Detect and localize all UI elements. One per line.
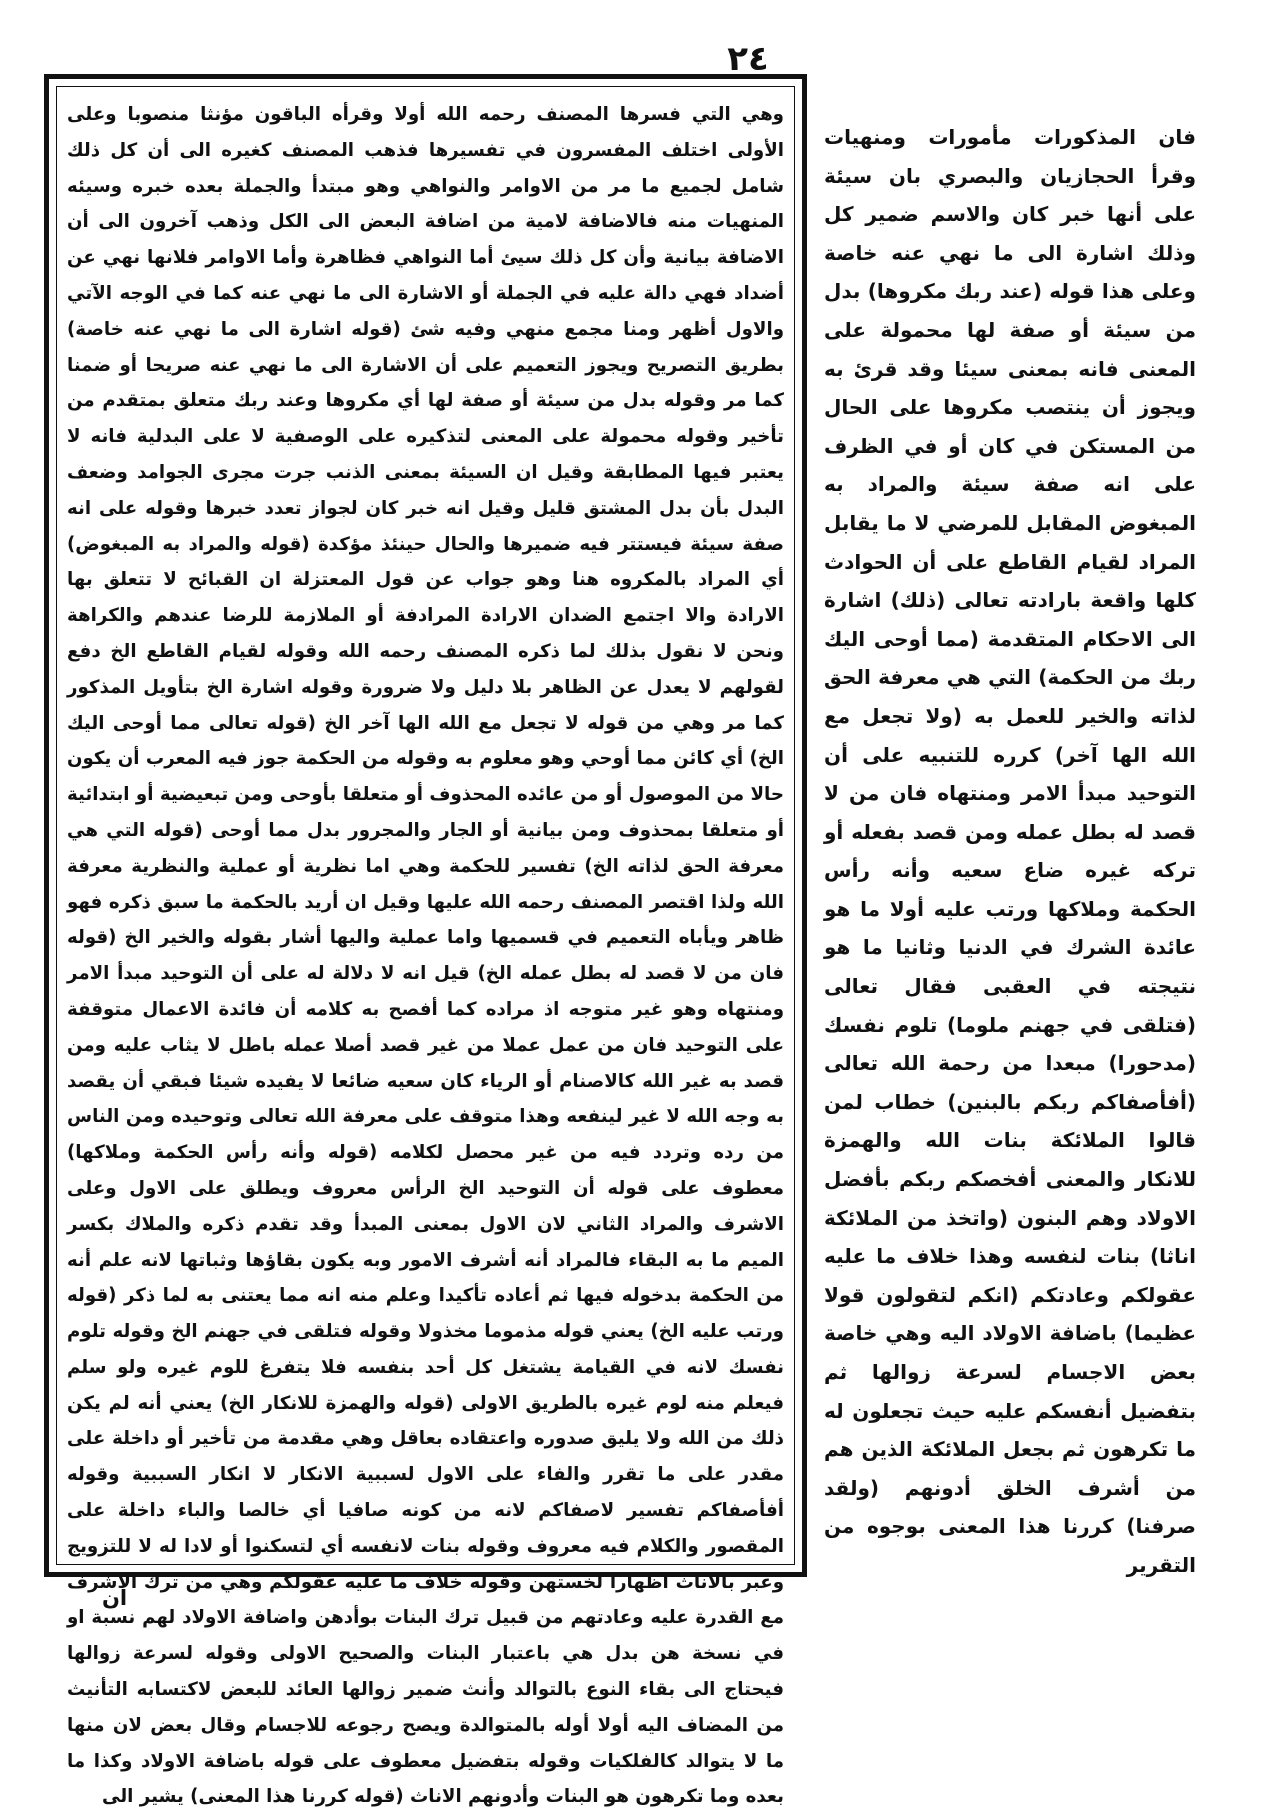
main-frame-inner-border [56,86,795,1808]
marginal-text-column: فان المذكورات مأمورات ومنهيات وقرأ الحجازيان والبصري بان سيئة على أنها خبر كان والاسم ضمير كل وذلك اشارة الى ما نهي عنه خاصة وعلى هذا قوله (عند ربك مكروها) بدل من سيئة أو صفة لها محمولة على المعنى فانه بمعنى سيئا وقد قرئ به ويجوز أن ينتصب مكروها على الحال من المستكن في كان أو في الظرف على انه صفة سيئة والمراد به المبغوض المقابل للمرضي لا ما يقابل المراد لقيام القاطع على أن الحوادث كلها واقعة بارادته تعالى (ذلك) اشارة الى الاحكام المتقدمة (مما أوحى اليك ربك من الحكمة) التي هي معرفة الحق لذاته والخير للعمل به (ولا تجعل مع الله الها آخر) كرره للتنبيه على أن التوحيد مبدأ الامر ومنتهاه فان من لا قصد له بطل عمله ومن قصد بفعله أو تركه غيره ضاع سعيه وأنه رأس الحكمة وملاكها ورتب عليه أولا ما هو عائدة الشرك في الدنيا وثانيا ما هو نتيجته في العقبى فقال تعالى (فتلقى في جهنم ملوما) تلوم نفسك (مدحورا) مبعدا من رحمة الله تعالى (أفأصفاكم ربكم بالبنين) خطاب لمن قالوا الملائكة بنات الله والهمزة للانكار والمعنى أفخصكم ربكم بأفضل الاولاد وهم البنون (واتخذ من الملائكة اناثا) بنات لنفسه وهذا خلاف ما عليه عقولكم وعادتكم (انكم لتقولون قولا عظيما) باضافة الاولاد اليه وهي خاصة بعض الاجسام لسرعة زوالها ثم بتفضيل أنفسكم عليه حيث تجعلون له ما تكرهون ثم بجعل الملائكة الذين هم من أشرف الخلق أدونهم (ولقد صرفنا) كررنا هذا المعنى بوجوه من التقرير [824,125,1196,1577]
commentary-text-block: وهي التي فسرها المصنف رحمه الله أولا وقرأه الباقون مؤنثا منصوبا وعلى الأولى اختلف المفسرون في تفسيرها فذهب المصنف كغيره الى أن كل ذلك شامل لجميع ما مر من الاوامر والنواهي وهو مبتدأ والجملة بعده خبره وسيئه المنهيات منه فالاضافة لامية من اضافة البعض الى الكل وذهب آخرون الى أن الاضافة بيانية وأن كل ذلك سيئ أما النواهي فظاهرة وأما الاوامر فلانها نهي عن أضداد فهي دالة عليه في الجملة أو الاشارة الى ما نهي عنه كما في الوجه الآتي والاول أظهر ومنا مجمع منهي وفيه شئ (قوله اشارة الى ما نهي عنه خاصة) بطريق التصريح ويجوز التعميم على أن الاشارة الى ما نهي عنه صريحا أو ضمنا كما مر وقوله بدل من سيئة أو صفة لها أي مكروها وعند ربك متعلق بمتقدم من تأخير وقوله محمولة على المعنى لتذكيره على الوصفية لا على البدلية فانه لا يعتبر فيها المطابقة وقيل ان السيئة بمعنى الذنب جرت مجرى الجوامد وضعف البدل بأن بدل المشتق قليل وقيل انه خبر كان لجواز تعدد خبرها وقوله على انه صفة سيئة فيستتر فيه ضميرها والحال حينئذ مؤكدة (قوله والمراد به المبغوض) أي المراد بالمكروه هنا وهو جواب عن قول المعتزلة ان القبائح لا تتعلق بها الارادة والا اجتمع الضدان الارادة المرادفة أو الملازمة للرضا عندهم والكراهة ونحن لا نقول بذلك لما ذكره المصنف رحمه الله وقوله لقيام القاطع الخ دفع لقولهم لا يعدل عن الظاهر بلا دليل ولا ضرورة وقوله اشارة الخ بتأويل المذكور كما مر وهي من قوله لا تجعل مع الله الها آخر الخ (قوله تعالى مما أوحى اليك الخ) أي كائن مما أوحي وهو معلوم به وقوله من الحكمة جوز فيه المعرب أن يكون حالا من الموصول أو من عائده المحذوف أو متعلقا بأوحى ومن تبعيضية أو ابتدائية أو متعلقا بمحذوف ومن بيانية أو الجار والمجرور بدل مما أوحى (قوله التي هي معرفة الحق لذاته الخ) تفسير للحكمة وهي اما نظرية أو عملية والنظرية معرفة الله ولذا اقتصر المصنف رحمه الله عليها وقيل ان أريد بالحكمة ما سبق ذكره فهو ظاهر ويأباه التعميم في قسميها واما عملية واليها أشار بقوله والخير الخ (قوله فان من لا قصد له بطل عمله الخ) قيل انه لا دلالة له على أن التوحيد مبدأ الامر ومنتهاه وهو غير متوجه اذ مراده كما أفصح به كلامه أن فائدة الاعمال متوقفة على التوحيد فان من عمل عملا من غير قصد أصلا عمله باطل لا يثاب عليه ومن قصد به غير الله كالاصنام أو الرياء كان سعيه ضائعا لا يفيده شيئا فبقي أن يقصد به وجه الله لا غير لينفعه وهذا متوقف على معرفة الله تعالى وتوحيده ومن الناس من رده وتردد فيه من غير محصل لكلامه (قوله وأنه رأس الحكمة وملاكها) معطوف على قوله أن التوحيد الخ الرأس معروف ويطلق على الاول وعلى الاشرف والمراد الثاني لان الاول بمعنى المبدأ وقد تقدم ذكره والملاك بكسر الميم ما به البقاء فالمراد أنه أشرف الامور وبه يكون بقاؤها وثباتها لانه علم أنه من الحكمة بدخوله فيها ثم أعاده تأكيدا وعلم منه انه مما يعتنى به لما ذكر (قوله ورتب عليه الخ) يعني قوله مذموما مخذولا وقوله فتلقى في جهنم الخ وقوله تلوم نفسك لانه في القيامة يشتغل كل أحد بنفسه فلا يتفرغ للوم غيره ولو سلم فيعلم منه لوم غيره بالطريق الاولى (قوله والهمزة للانكار الخ) يعني أنه لم يكن ذلك من الله ولا يليق صدوره واعتقاده بعاقل وهي مقدمة من تأخير أو داخلة على مقدر على ما تقرر والفاء على الاول لسببية الانكار لا انكار السببية وقوله أفأصفاكم تفسير لاصفاكم لانه من كونه صافيا أي خالصا والباء داخلة على المقصور والكلام فيه معروف وقوله بنات لانفسه أي لتسكنوا أو لادا له لا للتزويج وعبر بالاناث اظهارا لخستهن وقوله خلاف ما عليه عقولكم وهي من ترك الاشرف مع القدرة عليه وعادتهم من قبيل ترك البنات بوأدهن واضافة الاولاد لهم نسبة او في نسخة هن بدل هي باعتبار البنات والصحيح الاولى وقوله لسرعة زوالها فيحتاج الى بقاء النوع بالتوالد وأنث ضمير زوالها العائد للبعض لاكتسابه التأنيث من المضاف اليه أولا أوله بالمتوالدة ويصح رجوعه للاجسام وقال بعض لان منها ما لا يتوالد كالفلكيات وقوله بتفضيل معطوف على قوله باضافة الاولاد وكذا ما بعده وما تكرهون هو البنات وأدونهم الاناث (قوله كررنا هذا المعنى) يشير الى [67,104,784,1808]
catchword: ان [102,1586,128,1610]
page-number: ٢٤ [727,39,769,79]
